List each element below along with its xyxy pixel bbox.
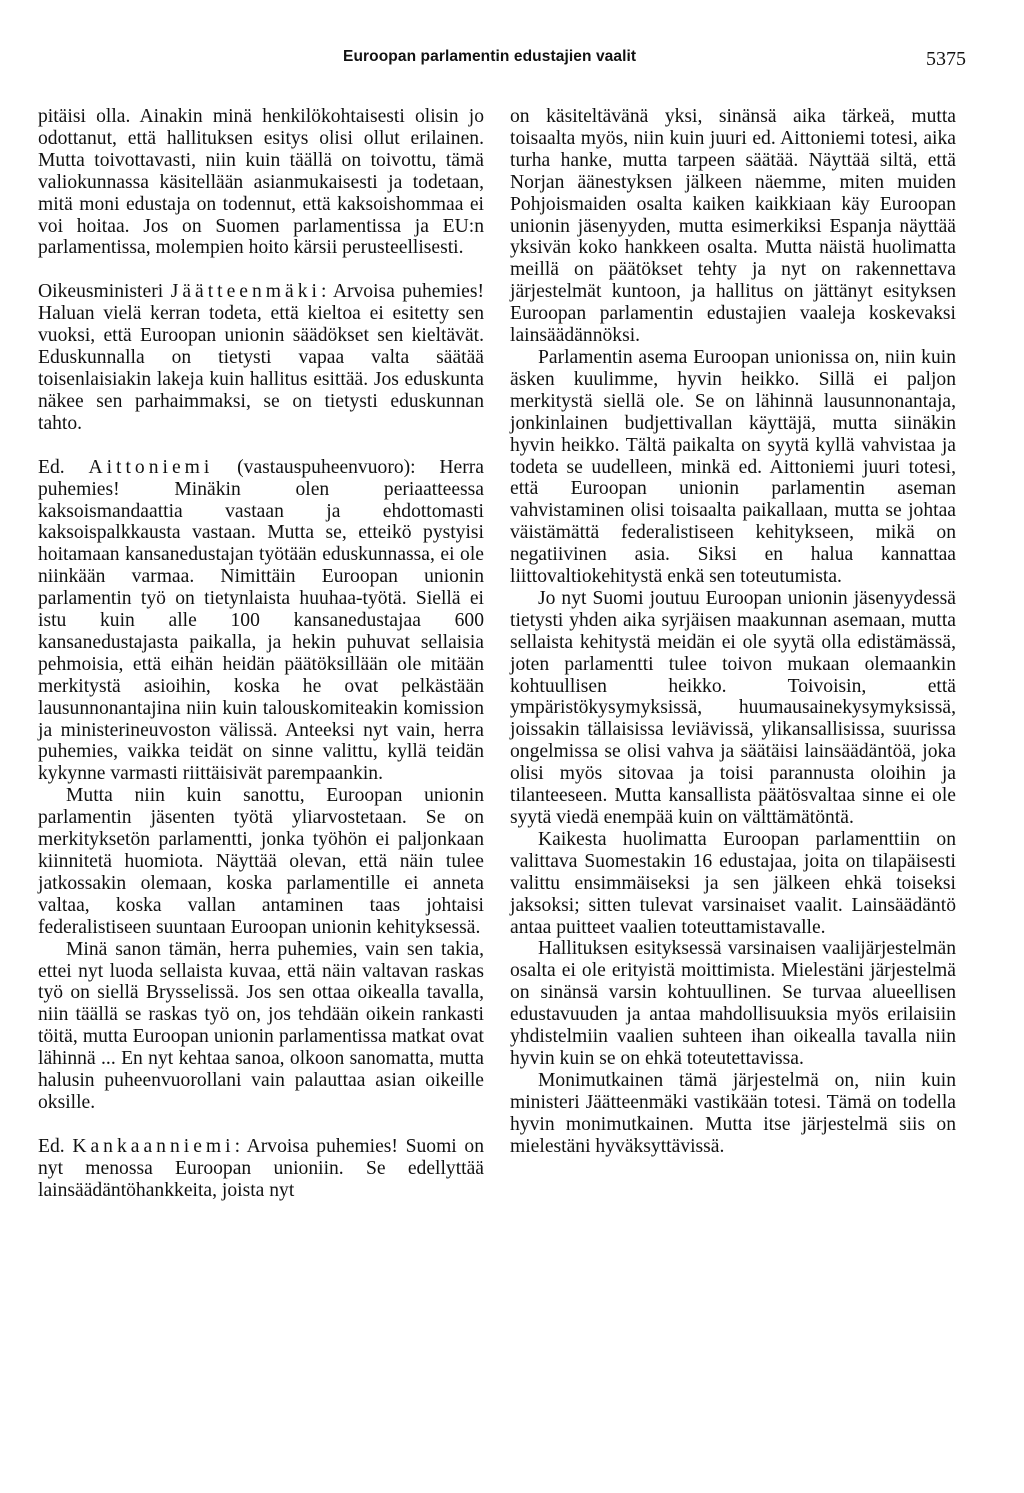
- speech-jaatteenmaki: [38, 281, 484, 434]
- paragraph: Parlamentin asema Euroopan unionissa on, niin kuin äsken kuulimme, hyvin heikko. Sillä ei paljon merkitystä siellä ole. Se on lähinnä lausunnonantaja, jonkinlainen budjettivallan käyttäjä, mutta siinäkin hyvin heikko. Tältä paikalta on syytä kyllä vahvistaa ja todeta se uudelleen, minkä ed. Aittoniemi juuri totesi, että Euroopan unionin parlamentin aseman vahvistaminen olisi toisaalta paikallaan, mutta se johtaa väistämättä federalistiseen kehitykseen, mikä on negatiivinen asia. Siksi en halua kannattaa liittovaltiokehitystä enkä sen toteutumista.: [510, 346, 956, 588]
- speech-text: : Arvoisa puhemies! Haluan vielä kerran todeta, että kieltoa ei esitetty sen vuoksi, että Euroopan unionin säädökset sen kieltävät. Eduskunnalla on tietysti vapaa valta säätää toisenlaisiakin lakeja kuin hallitus esittää. Jos eduskunta näkee sen parhaimmaksi, se on tietysti eduskunnan tahto.: [38, 281, 484, 434]
- speech-kankaanniemi: [38, 1136, 484, 1202]
- speaker-title: Ed.: [38, 456, 89, 478]
- paragraph: Minä sanon tämän, herra puhemies, vain sen takia, ettei nyt luoda sellaista kuvaa, että näin valtavan raskas työ on siellä Brysselissä. Jos sen ottaa oikealla tavalla, niin täällä se raskas työ on, jos tehdään oikein rankasti töitä, mutta Euroopan unionin parlamentissa matkat ovat lähinnä ... En nyt kehtaa sanoa, olkoon sanomatta, mutta halusin puheenvuorollani vain palauttaa asian oikeille oksille.: [38, 938, 484, 1113]
- paragraph: Mutta niin kuin sanottu, Euroopan unionin parlamentin jäsenten työtä yliarvostetaan. Se on merkityksetön parlamentti, jonka työhön ei paljonkaan kiinnitetä huomiota. Näyttää olevan, että näin tulee jatkossakin olemaan, koska parlamentille ei anneta valtaa, koska vallan antaminen taas johtaisi federalistiseen suuntaan Euroopan unionin kehityksessä.: [38, 785, 484, 938]
- speaker-name: Aittoniemi: [88, 456, 214, 478]
- paragraph: Monimutkainen tämä järjestelmä on, niin kuin ministeri Jäätteenmäki vastikään totesi. Tämä on todella hyvin monimutkainen. Mutta itse järjestelmä siis on mielestäni hyväksyttävissä.: [510, 1069, 956, 1157]
- paragraph: Hallituksen esityksessä varsinaisen vaalijärjestelmän osalta ei ole erityistä moittimista. Mielestäni järjestelmä on sinänsä varsin kohtuullinen. Se turvaa alueellisen edustavuuden ja antaa mahdollisuuksia myös erilaisiin yhdistelmiin vaalien suhteen ihan oikealla tavalla niin hyvin kuin se on ehkä toteutettavissa.: [510, 938, 956, 1069]
- speaker-name: Jäätteenmäki: [170, 281, 321, 303]
- paragraph: Jo nyt Suomi joutuu Euroopan unionin jäsenyydessä tietysti yhden aika syrjäisen maakunnan asemaan, mutta sellaista kehitystä meidän ei ole syytä olla edistämässä, joten parlamentti tulee toivon mukaan olemaankin kohtuullisen heikko. Toivoisin, että ympäristökysymyksissä, huumausainekysymyksissä, joissakin tällaisissa leviävissä, ylikansallisissa, suurissa ongelmissa se olisi vahva ja säätäisi lainsäädäntöä, joka olisi myös sitovaa ja toisi parannusta oloihin ja tilanteeseen. Mutta kansallista päätösvaltaa sinne ei ole syytä viedä enempää kuin on välttämätöntä.: [510, 587, 956, 828]
- speech-text: (vastauspuheenvuoro): Herra puhemies! Minäkin olen periaatteessa kaksoismandaattia vastaan ja ehdottomasti kaksoispalkkausta vastaan. Mutta se, etteikö pystyisi hoitamaan kansanedustajan työtään eduskunnassa, ei ole niinkään varmaa. Nimittäin Euroopan unionin parlamentin työ on tietynlaista huuhaa-työtä. Siellä ei istu kuin alle 100 kansanedustajaa 600 kansanedustajasta paikalla, ja hekin puhuvat sellaisia pehmoisia, että eihän heidän päätöksillään ole mitään merkitystä asioihin, koska he ovat pelkästään lausunnonantajina niin kuin talouskomiteakin komission ja ministerineuvoston välissä. Anteeksi nyt vain, herra puhemies, vaikka teidät on sinne valittu, kyllä teidän kykynne varmasti riittäisivät parempaankin.: [38, 456, 484, 785]
- left-column: [38, 106, 484, 1202]
- speaker-name: Kankaanniemi: [72, 1135, 235, 1157]
- paragraph-continuation: pitäisi olla. Ainakin minä henkilökohtaisesti olisin jo odottanut, että hallituksen esitys olisi ollut erilainen. Mutta toivottavasti, niin kuin täällä on toivottu, tämä valiokunnassa käsitellään asianmukaisesti ja todetaan, mitä moni edustaja on todennut, että kaksoishommaa ei voi hoitaa. Jos on Suomen parlamentissa ja EU:n parlamentissa, molempien hoito kärsii perusteellisesti.: [38, 106, 484, 259]
- page-header: [0, 48, 1024, 78]
- page-number: 5375: [926, 48, 966, 70]
- right-column: [510, 106, 956, 1158]
- speaker-title: Oikeusministeri: [38, 281, 171, 303]
- paragraph: Kaikesta huolimatta Euroopan parlamenttiin on valittava Suomestakin 16 edustajaa, joita on tilapäisesti valittu ensimmäiseksi ja sen jälkeen ehkä toiseksi jaksoksi; sitten tulevat varsinaiset vaalit. Lainsäädäntö antaa puitteet vaalien toteuttamistavalle.: [510, 828, 956, 938]
- running-title: Euroopan parlamentin edustajien vaalit: [343, 48, 637, 65]
- speech-text: : Arvoisa puhemies! Suomi on nyt menossa Euroopan unioniin. Se edellyttää lainsäädäntöhankkeita, joista nyt: [38, 1135, 484, 1201]
- speech-aittoniemi: [38, 457, 484, 786]
- paragraph-continuation: on käsiteltävänä yksi, sinänsä aika tärkeä, mutta toisaalta myös, niin kuin juuri ed. Aittoniemi totesi, aika turha hanke, mutta tarpeen säätää. Näyttää siltä, että Norjan äänestyksen jälkeen näemme, miten muiden Pohjoismaiden osalta kaiken kaikkiaan käy Euroopan unionin jäsenyyden, mutta esimerkiksi Espanja näyttää yksivän koko hankkeen osalta. Mutta näistä huolimatta meillä on päätökset tehty ja nyt on rakennettava järjestelmät kuntoon, ja hallitus on jättänyt esityksen Euroopan parlamentin edustajien vaaleja koskevaksi lainsäädännöksi.: [510, 106, 956, 347]
- speaker-title: Ed.: [38, 1135, 73, 1157]
